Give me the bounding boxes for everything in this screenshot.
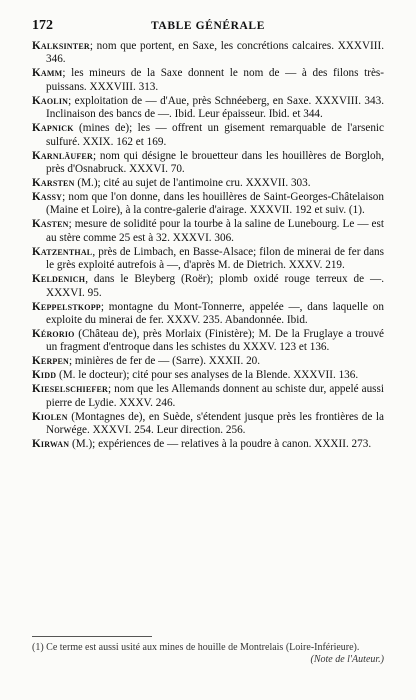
footnote [32, 642, 384, 666]
index-entries [32, 40, 384, 452]
entry-text: ; minières de fer de — (Sarre). XXXII. 20. [69, 355, 261, 368]
entry-text: , près de Limbach, en Basse-Alsace; filon de minerai de fer dans le grès exploité autrefois à —, d'après M. de Dietrich. XXXV. 219. [46, 245, 384, 272]
entry-headword: Katzenthal [32, 245, 93, 258]
entry-text: ; les mineurs de la Saxe donnent le nom de — à des filons très-puissans. XXXVIII. 313. [46, 67, 384, 93]
index-entry [32, 67, 384, 94]
entry-headword: Kamm [32, 67, 63, 80]
entry-text: (Montagnes de), en Suède, s'étendent jusque près les frontières de la Norwége. XXXVI. 254. Leur direction. 256. [46, 410, 384, 437]
index-entry [32, 273, 384, 300]
entry-headword: Kassy [32, 191, 63, 204]
entry-text: (Château de), près Morlaix (Finistère); M. De la Fruglaye a trouvé un fragment d'entroque dans les schistes du XXXV. 123 et 136. [46, 328, 384, 354]
index-entry [32, 218, 384, 245]
entry-headword: Kalksinter [32, 40, 90, 52]
index-entry [32, 301, 384, 328]
index-entry [32, 369, 384, 382]
index-entry [32, 411, 384, 438]
entry-headword: Karnläufer [32, 149, 93, 162]
entry-headword: Karsten [32, 177, 75, 190]
page-header [32, 18, 384, 38]
index-entry [32, 177, 384, 190]
entry-headword: Kerpen [32, 355, 70, 368]
entry-text: ; mesure de solidité pour la tourbe à la saline de Lunebourg. Le — est au stère comme 25 est à 32. XXXVI. 306. [46, 218, 384, 244]
entry-headword: Keppelstkopp [32, 300, 101, 313]
entry-headword: Kapnick [32, 122, 74, 135]
entry-text: ; nom que les Allemands donnent au schiste dur, appelé aussi pierre de Lydie. XXXV. 246. [46, 383, 384, 409]
index-entry [32, 150, 384, 177]
entry-headword: Kieselschiefer [32, 383, 108, 396]
entry-text: ; nom qui désigne le brouetteur dans les houillères de Borgloh, près d'Osnabruck. XXXVI. 70. [46, 149, 384, 176]
entry-text: ; nom que l'on donne, dans les houillères de Saint-Georges-Châtelaison (Maine et Loire), à la contre-galerie d'airage. XXXVII. 192 et suiv. (1). [46, 191, 384, 217]
index-entry [32, 246, 384, 273]
entry-text: ; montagne du Mont-Tonnerre, appelée —, dans laquelle on exploite du minerai de fer. XXXV. 235. Abandonnée. Ibid. [46, 300, 384, 327]
index-entry [32, 40, 384, 67]
entry-headword: Kaolin [32, 94, 69, 107]
entry-headword: Keldenich [32, 273, 86, 286]
entry-headword: Kirwan [32, 438, 70, 451]
running-title: TABLE GÉNÉRALE [151, 20, 265, 32]
entry-text: ; nom que portent, en Saxe, les concrétions calcaires. XXXVIII. 346. [46, 40, 384, 66]
index-entry [32, 438, 384, 451]
index-entry [32, 328, 384, 355]
footnote-text: (1) Ce terme est aussi usité aux mines de houille de Montrelais (Loire-Inférieure). [32, 642, 360, 653]
entry-text: (mines de); les — offrent un gisement remarquable de l'arsenic sulfuré. XXIX. 162 et 169. [46, 122, 384, 148]
entry-headword: Kérorio [32, 328, 75, 341]
index-entry [32, 383, 384, 410]
entry-text: (M. le docteur); cité pour ses analyses de la Blende. XXXVII. 136. [56, 369, 359, 382]
entry-text: , dans le Bleyberg (Roër); plomb oxidé rouge terreux de —. XXXVI. 95. [46, 273, 384, 299]
index-entry [32, 95, 384, 122]
index-entry [32, 122, 384, 149]
entry-text: (M.); expériences de — relatives à la poudre à canon. XXXII. 273. [69, 438, 372, 451]
footnote-rule [32, 636, 152, 637]
index-entry [32, 191, 384, 218]
footnote-attribution: (Note de l'Auteur.) [310, 654, 384, 665]
entry-headword: Kiolen [32, 410, 68, 423]
entry-text: (M.); cité au sujet de l'antimoine cru. XXXVII. 303. [74, 177, 311, 190]
page-number: 172 [32, 18, 53, 33]
entry-headword: Kasten [32, 218, 69, 231]
entry-headword: Kidd [32, 369, 57, 382]
index-entry [32, 355, 384, 368]
entry-text: ; exploitation de — d'Aue, près Schnéeberg, en Saxe. XXXVIII. 343. Inclinaison des bancs de —. Ibid. Leur épaisseur. Ibid. et 344. [46, 94, 384, 121]
